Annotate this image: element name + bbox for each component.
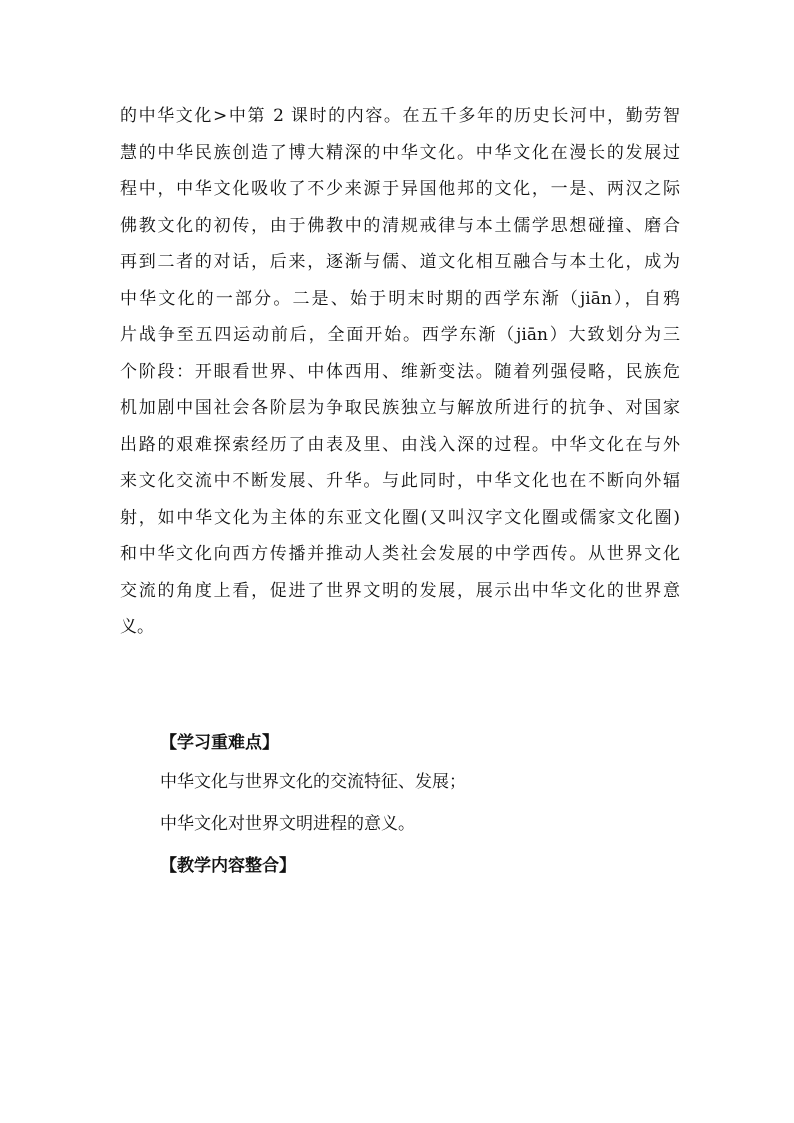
key-point-item: 中华文化与世界文化的交流特征、发展； bbox=[160, 772, 466, 792]
paragraph-line: 机加剧中国社会各阶层为争取民族独立与解放所进行的抗争、对国家 bbox=[120, 398, 680, 418]
paragraph-line: 义。 bbox=[120, 617, 154, 637]
paragraph-line: 慧的中华民族创造了博大精深的中华文化。中华文化在漫长的发展过 bbox=[120, 142, 680, 163]
key-points-section bbox=[160, 725, 660, 845]
key-points-heading: 【学习重难点】 bbox=[160, 733, 279, 753]
paragraph-line: 射，如中华文化为主体的东亚文化圈(又叫汉字文化圈或儒家文化圈) bbox=[120, 507, 680, 528]
paragraph-line: 中华文化的一部分。二是、始于明末时期的西学东渐（jiān），自鸦 bbox=[120, 288, 680, 309]
teaching-content-section bbox=[160, 848, 660, 884]
paragraph-line: 的中华文化>中第 2 课时的内容。在五千多年的历史长河中，勤劳智 bbox=[120, 106, 680, 126]
paragraph-line: 程中，中华文化吸收了不少来源于异国他邦的文化，一是、两汉之际 bbox=[120, 179, 680, 199]
paragraph-line: 来文化交流中不断发展、升华。与此同时，中华文化也在不断向外辐 bbox=[120, 471, 680, 491]
paragraph-line: 佛教文化的初传，由于佛教中的清规戒律与本土儒学思想碰撞、磨合 bbox=[120, 215, 680, 236]
paragraph-line: 和中华文化向西方传播并推动人类社会发展的中学西传。从世界文化 bbox=[120, 544, 680, 564]
body-paragraph bbox=[120, 98, 680, 646]
teaching-content-heading: 【教学内容整合】 bbox=[160, 856, 296, 876]
key-point-item: 中华文化对世界文明进程的意义。 bbox=[160, 814, 415, 834]
paragraph-line: 片战争至五四运动前后，全面开始。西学东渐（jiān）大致划分为三 bbox=[120, 325, 680, 345]
paragraph-line: 交流的角度上看，促进了世界文明的发展，展示出中华文化的世界意 bbox=[120, 580, 680, 601]
paragraph-line: 再到二者的对话，后来，逐渐与儒、道文化相互融合与本土化，成为 bbox=[120, 252, 680, 272]
paragraph-line: 出路的艰难探索经历了由表及里、由浅入深的过程。中华文化在与外 bbox=[120, 434, 680, 455]
paragraph-line: 个阶段：开眼看世界、中体西用、维新变法。随着列强侵略，民族危 bbox=[120, 361, 680, 382]
